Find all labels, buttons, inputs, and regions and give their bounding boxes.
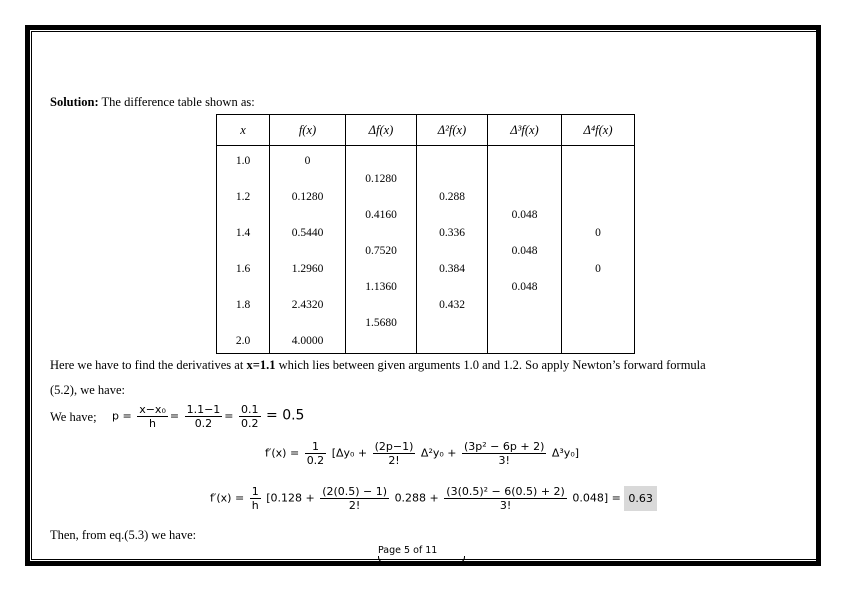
- eq3-frac2-den: 2!: [348, 499, 361, 512]
- header-x: x: [217, 115, 270, 146]
- eq1-lhs: p =: [112, 409, 132, 423]
- cell-f: 0: [304, 155, 311, 167]
- eq2-term1: [Δy₀ +: [331, 446, 368, 460]
- cell-x: 1.2: [235, 191, 251, 203]
- solution-line: [50, 95, 255, 110]
- column-d1: [346, 146, 417, 354]
- eq3-lhs: f′(x) =: [210, 491, 245, 505]
- eq2-frac2: [373, 440, 416, 467]
- eq2-term3: Δ³y₀]: [551, 446, 580, 460]
- header-d2: Δ²f(x): [417, 115, 488, 146]
- column-d2: [417, 146, 488, 354]
- eq2-frac1-num: 1: [305, 440, 327, 454]
- eq3-frac3-den: 3!: [499, 499, 512, 512]
- paragraph-line-1: [50, 358, 706, 373]
- column-x: [217, 146, 270, 354]
- cell-f: 2.4320: [291, 299, 324, 311]
- equation-derivative-value: [210, 485, 657, 512]
- cell-x: 2.0: [235, 335, 251, 347]
- eq1-frac2-num: 1.1−1: [186, 403, 221, 416]
- cell-d1: 1.5680: [365, 317, 397, 329]
- cell-d1: 0.7520: [365, 245, 397, 257]
- eq1-result: = 0.5: [266, 407, 305, 424]
- then-text: Then, from eq.(5.3) we have:: [50, 528, 197, 542]
- eq2-frac1: [305, 440, 327, 467]
- cell-d1: 0.1280: [365, 173, 397, 185]
- cell-d2: 0.432: [439, 299, 465, 311]
- eq2-term2: Δ²y₀ +: [420, 446, 457, 460]
- eq1-frac2: [185, 403, 223, 430]
- table-header-row: [217, 115, 635, 146]
- eq1-frac1-num: x−x₀: [139, 403, 166, 416]
- cell-d2: 0.336: [439, 227, 465, 239]
- cell-f: 1.2960: [291, 263, 324, 275]
- eq2-frac3-den: 3!: [498, 454, 510, 467]
- eq2-frac2-num: (2p−1): [374, 440, 414, 453]
- eq3-result-highlight: 0.63: [624, 486, 657, 511]
- solution-text: The difference table shown as:: [98, 95, 255, 109]
- cell-d2: 0.288: [439, 191, 465, 203]
- eq3-term1: [0.128 +: [266, 491, 315, 505]
- column-f: [270, 146, 346, 354]
- eq1-frac1-den: h: [149, 417, 157, 430]
- eq3-term3: 0.048] =: [572, 491, 621, 505]
- cell-f: 0.1280: [291, 191, 324, 203]
- eq1-frac3-den: 0.2: [241, 417, 259, 430]
- eq1-frac2-den: 0.2: [194, 417, 213, 430]
- eq3-frac1-den: h: [251, 499, 259, 512]
- eq2-frac1-den: 0.2: [306, 454, 325, 467]
- para1-x: x=1.1: [246, 358, 276, 372]
- eq3-frac3: [444, 485, 567, 512]
- column-d3: [488, 146, 562, 354]
- eq2-frac3: [462, 440, 546, 467]
- eq2-frac2-den: 2!: [388, 454, 400, 467]
- cell-d3: 0.048: [511, 281, 538, 293]
- cell-x: 1.4: [235, 227, 251, 239]
- header-d3: Δ³f(x): [488, 115, 562, 146]
- eq1-frac3: [239, 403, 261, 430]
- eq2-frac3-num: (3p² − 6p + 2): [464, 440, 545, 453]
- eq3-term2: 0.288 +: [394, 491, 439, 505]
- cell-d1: 0.4160: [365, 209, 397, 221]
- cell-x: 1.8: [235, 299, 251, 311]
- cell-d1: 1.1360: [365, 281, 397, 293]
- header-d1: Δf(x): [346, 115, 417, 146]
- cell-d4: 0: [595, 263, 601, 275]
- eq1-frac3-num: 0.1: [241, 403, 259, 416]
- column-d4: [562, 146, 635, 354]
- equation-p: p = $\frac{\text{x−x₀}}{h}$ = $\frac{1.1-1}{0.2}$ = $\frac{0.1}{0.2}$ = 0.5: [112, 403, 305, 430]
- eq3-frac1-num: 1: [251, 485, 259, 498]
- cell-f: 0.5440: [291, 227, 324, 239]
- para1-text-a: Here we have to find the derivatives at: [50, 358, 244, 372]
- we-have-label: We have;: [50, 410, 97, 424]
- paragraph-line-2: (5.2), we have:: [50, 383, 125, 397]
- cell-x: 1.6: [235, 263, 251, 275]
- header-d4: Δ⁴f(x): [562, 115, 635, 146]
- cell-d3: 0.048: [511, 209, 538, 221]
- header-f: f(x): [270, 115, 346, 146]
- eq2-lhs: f′(x) =: [265, 446, 300, 460]
- equation-derivative-formula: [265, 440, 579, 467]
- para1-text-b: which lies between given arguments 1.0 and 1.2. So apply Newton’s forward formula: [278, 358, 706, 372]
- cell-d3: 0.048: [511, 245, 538, 257]
- cell-d2: 0.384: [439, 263, 465, 275]
- eq3-frac2-num: (2(0.5) − 1): [322, 485, 388, 498]
- page-footer: Page 5 of 11: [378, 545, 438, 556]
- eq1-frac1: [137, 403, 168, 430]
- difference-table: [216, 114, 635, 354]
- cell-x: 1.0: [235, 155, 251, 167]
- eq3-frac2: [320, 485, 389, 512]
- eq3-frac1: [250, 485, 261, 512]
- eq3-frac3-num: (3(0.5)² − 6(0.5) + 2): [446, 485, 565, 498]
- solution-label: Solution:: [50, 95, 99, 109]
- footer-bracket: [378, 556, 465, 563]
- cell-f: 4.0000: [291, 335, 324, 347]
- cell-d4: 0: [595, 227, 601, 239]
